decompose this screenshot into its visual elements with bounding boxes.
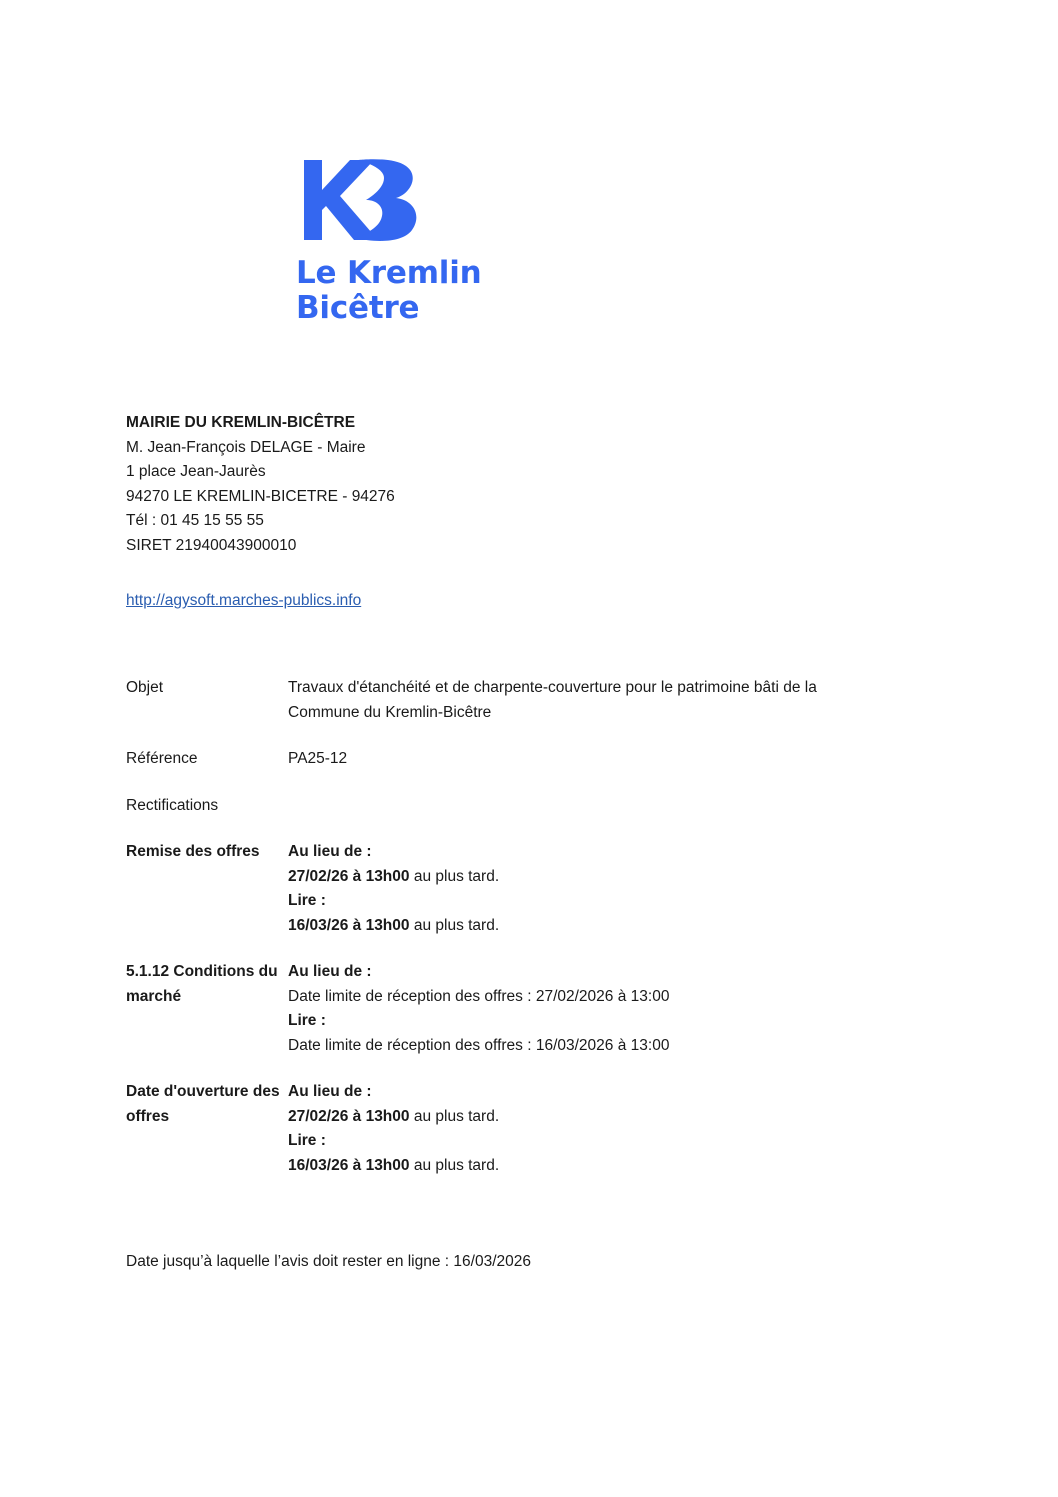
remise-au-lieu-de-date: 27/02/26 à 13h00 (288, 867, 410, 885)
kb-monogram-icon (296, 152, 426, 248)
remise-au-lieu-de-rest: au plus tard. (409, 867, 500, 885)
remise-lire-label: Lire : (288, 892, 326, 909)
ouverture-label-line-2: des offres (126, 1083, 280, 1125)
conditions-au-lieu-de-label: Au lieu de : (288, 963, 372, 980)
details-table (126, 676, 946, 1200)
website-link[interactable]: http://agysoft.marches-publics.info (126, 592, 362, 609)
siret-number: SIRET 21940043900010 (126, 536, 297, 554)
value-date-ouverture-des-offres (288, 1080, 946, 1178)
ouverture-label-line-1: Date d'ouverture (126, 1083, 249, 1100)
address-block (126, 411, 395, 558)
objet-line-2: Commune du Kremlin-Bicêtre (288, 703, 492, 721)
row-conditions-du-marche (126, 960, 946, 1058)
value-remise-des-offres (288, 840, 946, 938)
remise-lire-rest: au plus tard. (409, 916, 500, 934)
street-address: 1 place Jean-Jaurès (126, 463, 266, 480)
ouverture-au-lieu-de-rest: au plus tard. (409, 1107, 500, 1125)
ouverture-au-lieu-de-date: 27/02/26 à 13h00 (288, 1107, 410, 1125)
row-date-ouverture-des-offres (126, 1080, 946, 1178)
row-rectifications (126, 794, 946, 819)
logo-line-1: Le Kremlin (296, 255, 482, 291)
conditions-label-line-2: du marché (126, 963, 278, 1005)
label-date-ouverture-des-offres (126, 1080, 288, 1129)
objet-line-1: Travaux d'étanchéité et de charpente-couverture pour le patrimoine bâti de la (288, 679, 817, 696)
label-reference: Référence (126, 750, 198, 767)
conditions-lire-value: Date limite de réception des offres : 16/03/2026 à 13:00 (288, 1036, 670, 1054)
remise-lire-date: 16/03/26 à 13h00 (288, 916, 410, 934)
phone-number: Tél : 01 45 15 55 55 (126, 512, 264, 529)
value-reference: PA25-12 (288, 750, 348, 767)
city-logo (296, 152, 536, 325)
row-objet (126, 676, 946, 725)
logo-line-2: Bicêtre (296, 289, 420, 326)
label-objet: Objet (126, 679, 164, 696)
logo-wordmark (296, 256, 536, 325)
label-conditions-du-marche (126, 960, 288, 1009)
label-rectifications: Rectifications (126, 796, 219, 814)
ouverture-au-lieu-de-label: Au lieu de : (288, 1083, 372, 1100)
ouverture-lire-label: Lire : (288, 1132, 326, 1149)
label-remise-des-offres: Remise des offres (126, 843, 260, 860)
value-conditions-du-marche (288, 960, 946, 1058)
conditions-lire-label: Lire : (288, 1012, 326, 1029)
ouverture-lire-rest: au plus tard. (409, 1156, 500, 1174)
online-until-note: Date jusqu’à laquelle l’avis doit rester en ligne : 16/03/2026 (126, 1253, 531, 1270)
conditions-label-line-1: 5.1.12 Conditions (126, 963, 255, 980)
conditions-au-lieu-de-value: Date limite de réception des offres : 27/02/2026 à 13:00 (288, 987, 670, 1005)
city-address: 94270 LE KREMLIN-BICETRE - 94276 (126, 487, 395, 505)
row-reference (126, 747, 946, 772)
remise-au-lieu-de-label: Au lieu de : (288, 843, 372, 860)
contact-name: M. Jean-François DELAGE - Maire (126, 438, 366, 456)
ouverture-lire-date: 16/03/26 à 13h00 (288, 1156, 410, 1174)
organisation-name: MAIRIE DU KREMLIN-BICÊTRE (126, 414, 356, 431)
row-remise-des-offres (126, 840, 946, 938)
value-objet (288, 676, 946, 725)
